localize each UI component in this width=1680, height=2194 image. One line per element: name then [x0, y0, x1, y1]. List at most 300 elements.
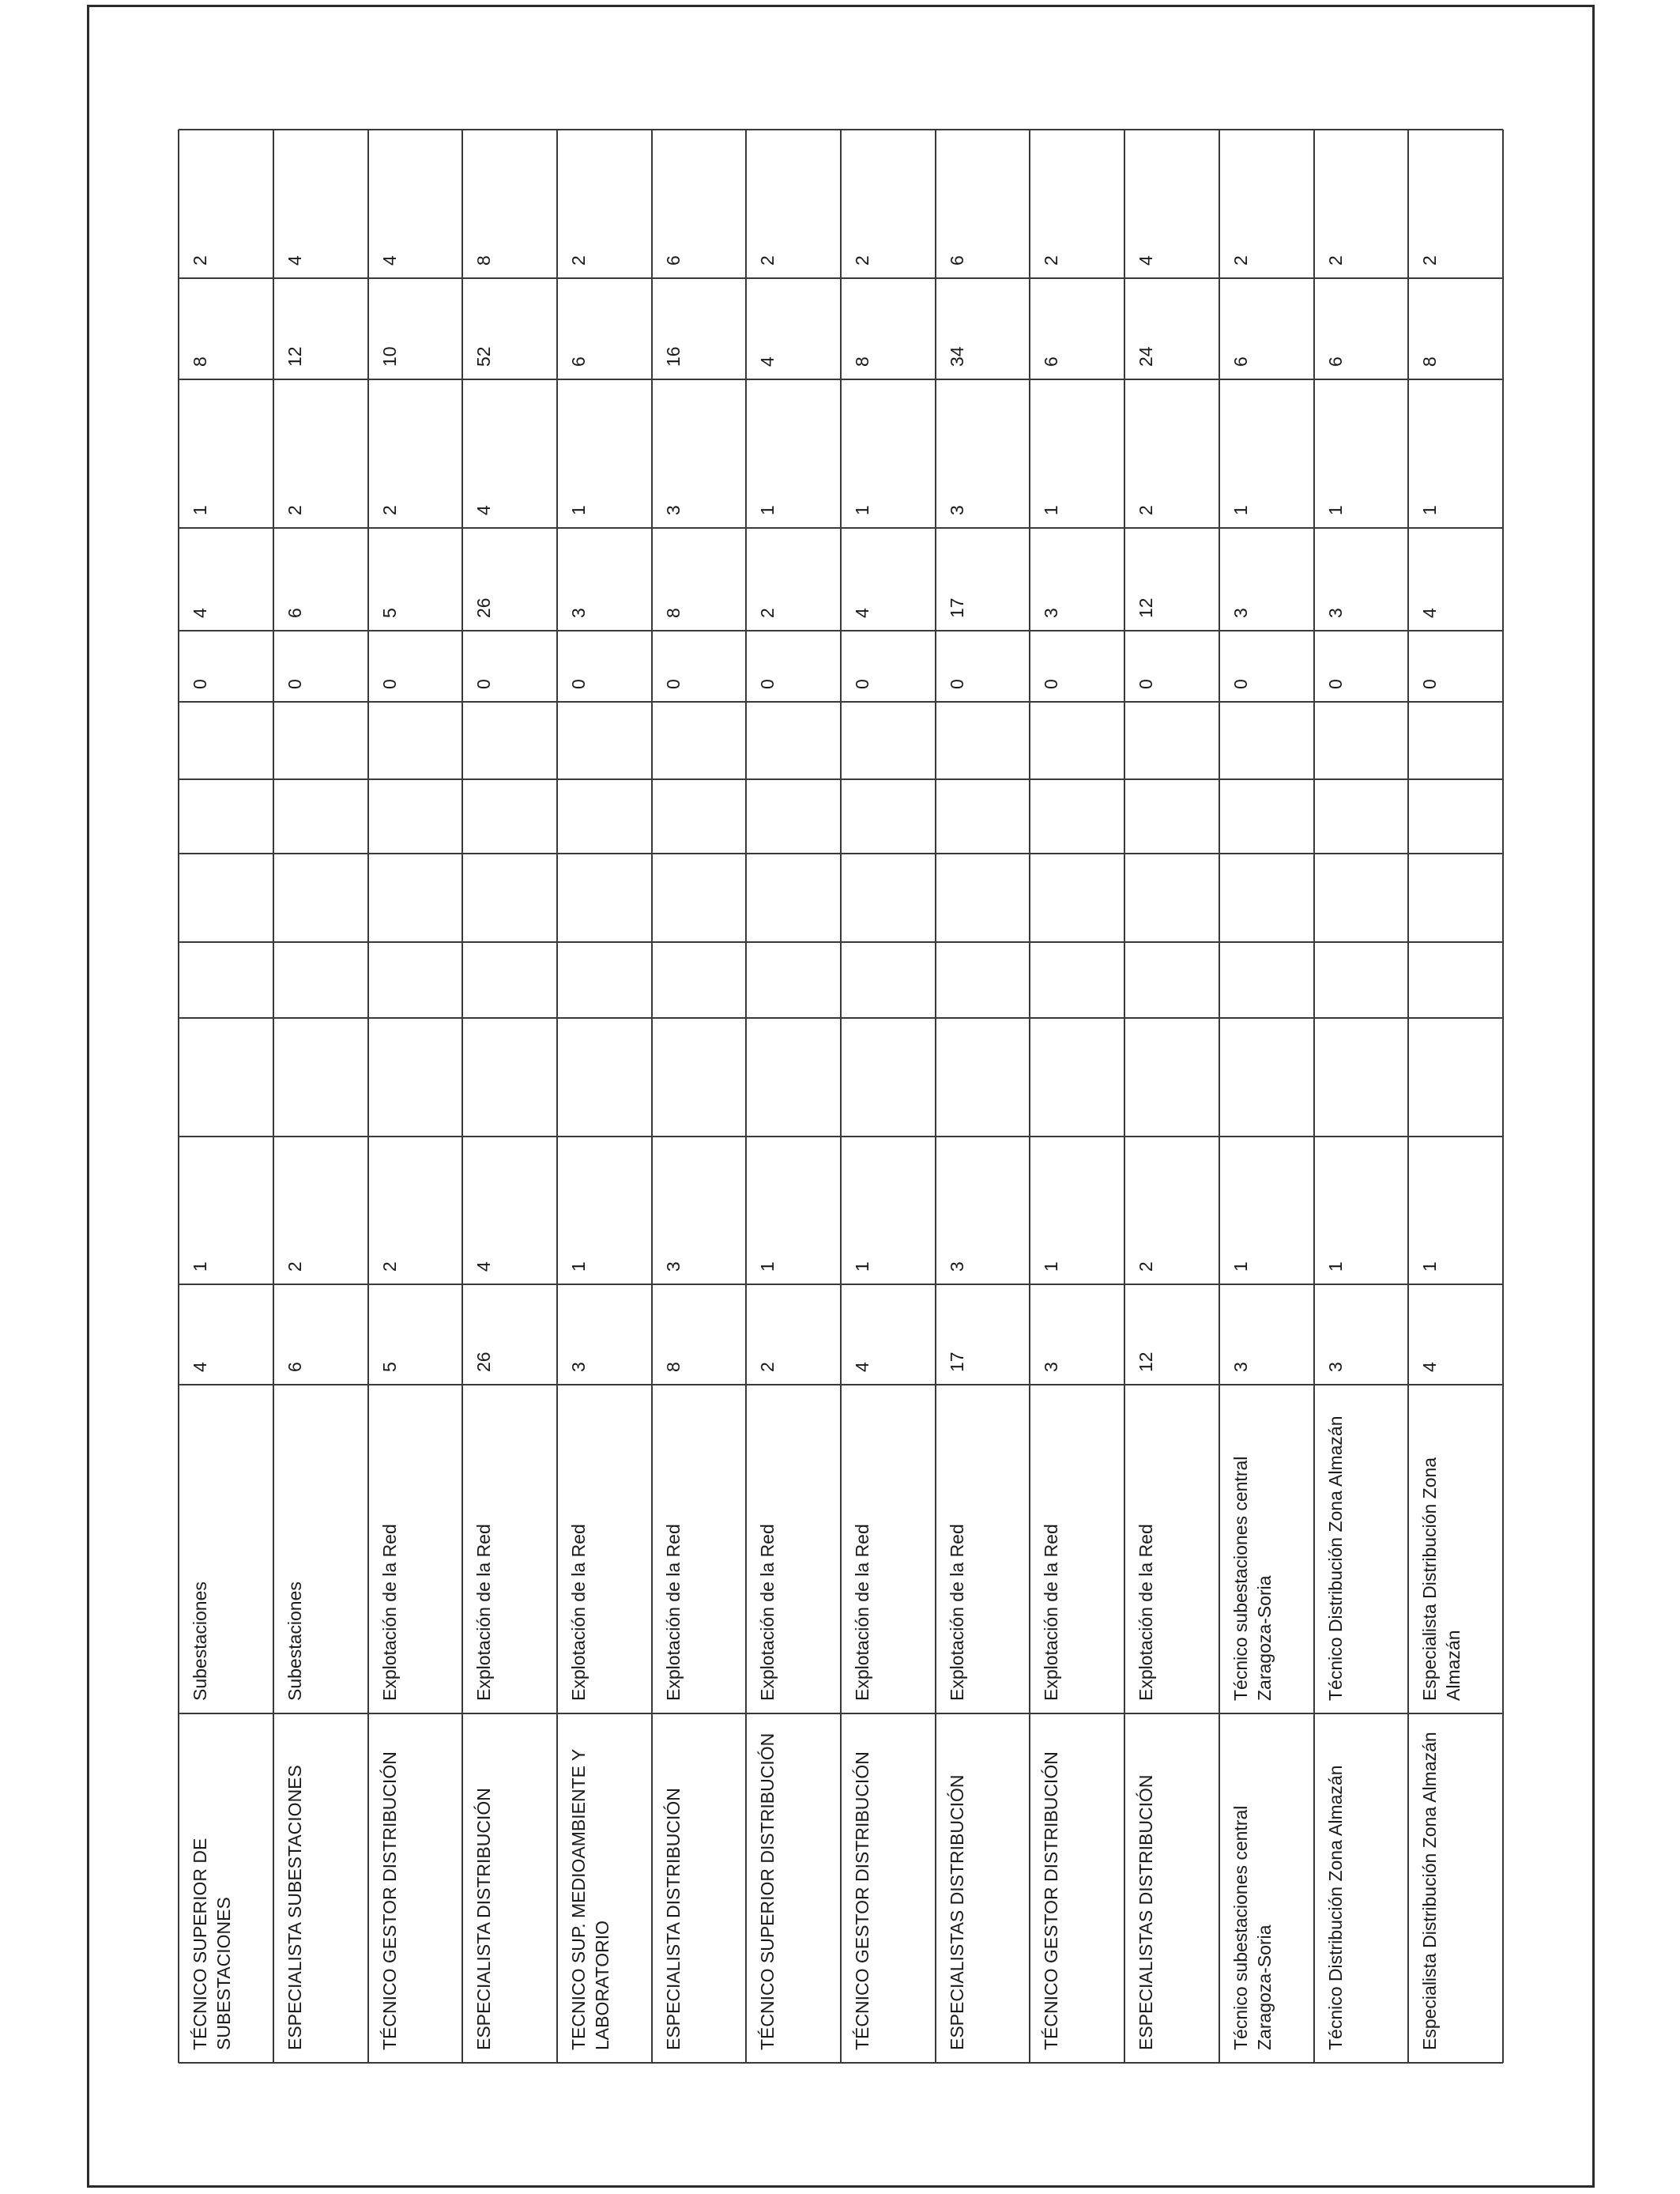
table-cell-c5	[368, 854, 462, 942]
cell-text	[1314, 702, 1408, 779]
table-cell-c7	[1314, 702, 1408, 779]
table-cell-c6	[1124, 779, 1219, 854]
table-cell-c11	[368, 278, 462, 379]
table-cell-puesto	[368, 1713, 462, 2063]
table-cell-c6	[936, 779, 1030, 854]
table-cell-c2	[368, 1137, 462, 1284]
table-cell-c8	[462, 631, 557, 702]
cell-text	[652, 1018, 746, 1137]
table-cell-puesto	[462, 1713, 557, 2063]
cell-text	[1219, 1018, 1314, 1137]
cell-text: 3	[663, 505, 684, 515]
cell-text: 4	[190, 608, 210, 618]
cell-text	[1124, 854, 1219, 942]
cell-text: 1	[757, 1261, 778, 1272]
table-rule-horizontal	[179, 1713, 1503, 1714]
table-cell-c9	[557, 528, 652, 631]
cell-text: 2	[568, 255, 589, 266]
cell-text: 0	[1136, 679, 1156, 689]
cell-text: 3	[568, 1362, 589, 1372]
cell-text: 8	[1419, 356, 1440, 367]
cell-text: TÉCNICO SUPERIOR DISTRIBUCIÓN	[757, 1732, 778, 2050]
cell-text: 1	[190, 1261, 210, 1272]
table-cell-c2	[936, 1137, 1030, 1284]
table-cell-c7	[746, 702, 841, 779]
table-cell-puesto	[1408, 1713, 1503, 2063]
cell-text: TÉCNICO GESTOR DISTRIBUCIÓN	[1041, 1751, 1061, 2050]
cell-text: 4	[473, 1261, 494, 1272]
cell-text	[1314, 779, 1408, 854]
table-cell-c5	[557, 854, 652, 942]
cell-text	[557, 1018, 652, 1137]
cell-text	[746, 702, 841, 779]
cell-text: 2	[284, 505, 305, 515]
cell-text	[936, 854, 1030, 942]
table-cell-c3	[841, 1018, 936, 1137]
cell-text: 12	[284, 346, 305, 367]
cell-text: 1	[1230, 505, 1251, 515]
table-cell-c11	[1408, 278, 1503, 379]
table-cell-area	[462, 1385, 557, 1713]
cell-text: 1	[1419, 505, 1440, 515]
cell-text: 8	[663, 1362, 684, 1372]
table-cell-area	[273, 1385, 368, 1713]
cell-text: 8	[663, 608, 684, 618]
cell-text	[462, 1018, 557, 1137]
cell-text	[936, 942, 1030, 1018]
table-cell-area	[1408, 1385, 1503, 1713]
cell-text	[557, 779, 652, 854]
cell-text	[746, 854, 841, 942]
table-cell-c5	[1219, 854, 1314, 942]
table-cell-c12	[1219, 130, 1314, 278]
cell-text	[1219, 942, 1314, 1018]
table-cell-c1	[1030, 1284, 1124, 1385]
cell-text	[652, 779, 746, 854]
cell-text: 26	[473, 598, 494, 618]
cell-text: 2	[757, 1362, 778, 1372]
table-cell-area	[746, 1385, 841, 1713]
cell-text: 5	[379, 608, 400, 618]
cell-text: 12	[1136, 598, 1156, 618]
cell-text: ESPECIALISTA DISTRIBUCIÓN	[663, 1788, 684, 2050]
cell-text	[368, 1018, 462, 1137]
cell-text	[368, 779, 462, 854]
table-cell-c11	[1219, 278, 1314, 379]
cell-text: 4	[1419, 1362, 1440, 1372]
cell-text: 1	[852, 1261, 872, 1272]
cell-text	[841, 854, 936, 942]
table-rule-vertical	[1219, 130, 1220, 2063]
table-cell-c11	[746, 278, 841, 379]
cell-text: Especialista Distribución Zona Almazán	[1419, 1457, 1463, 1701]
table-cell-c5	[179, 854, 273, 942]
table-cell-c8	[1124, 631, 1219, 702]
table-rule-horizontal	[179, 1384, 1503, 1385]
table-cell-c7	[1219, 702, 1314, 779]
table-cell-puesto	[1219, 1713, 1314, 2063]
table-rule-horizontal	[179, 701, 1503, 703]
table-cell-c5	[1030, 854, 1124, 942]
table-cell-area	[841, 1385, 936, 1713]
cell-text	[652, 702, 746, 779]
table-cell-c9	[652, 528, 746, 631]
table-cell-c5	[936, 854, 1030, 942]
table-cell-c9	[1408, 528, 1503, 631]
table-cell-c5	[273, 854, 368, 942]
table-cell-c12	[179, 130, 273, 278]
table-cell-c7	[1124, 702, 1219, 779]
table-cell-c1	[1408, 1284, 1503, 1385]
cell-text: 0	[852, 679, 872, 689]
cell-text: 3	[947, 505, 967, 515]
table-cell-c4	[1219, 942, 1314, 1018]
table-cell-c10	[273, 379, 368, 528]
table-cell-c12	[462, 130, 557, 278]
table-cell-c4	[179, 942, 273, 1018]
table-cell-c10	[557, 379, 652, 528]
cell-text: 1	[190, 505, 210, 515]
table-cell-c7	[652, 702, 746, 779]
table-rule-horizontal	[179, 1136, 1503, 1137]
cell-text	[557, 942, 652, 1018]
table-cell-c10	[179, 379, 273, 528]
table-cell-c5	[652, 854, 746, 942]
cell-text	[1030, 854, 1124, 942]
table-cell-c11	[557, 278, 652, 379]
cell-text: 4	[1136, 255, 1156, 266]
table-cell-c5	[746, 854, 841, 942]
table-cell-c6	[652, 779, 746, 854]
cell-text	[1030, 702, 1124, 779]
table-cell-c7	[557, 702, 652, 779]
table-cell-c2	[1314, 1137, 1408, 1284]
cell-text: 2	[757, 608, 778, 618]
table-cell-c2	[746, 1137, 841, 1284]
table-cell-c1	[936, 1284, 1030, 1385]
cell-text: 4	[852, 1362, 872, 1372]
cell-text: 2	[1136, 505, 1156, 515]
table-rule-horizontal	[179, 527, 1503, 529]
table-cell-c8	[936, 631, 1030, 702]
table-cell-c2	[557, 1137, 652, 1284]
cell-text: 6	[284, 1362, 305, 1372]
cell-text: TÉCNICO GESTOR DISTRIBUCIÓN	[379, 1751, 400, 2050]
table-cell-c4	[557, 942, 652, 1018]
cell-text	[1124, 942, 1219, 1018]
cell-text: TÉCNICO GESTOR DISTRIBUCIÓN	[852, 1751, 872, 2050]
table-cell-c5	[1314, 854, 1408, 942]
cell-text: 4	[379, 255, 400, 266]
table-cell-c3	[557, 1018, 652, 1137]
table-rule-horizontal	[179, 1284, 1503, 1285]
table-cell-c4	[1408, 942, 1503, 1018]
table-cell-puesto	[936, 1713, 1030, 2063]
table-cell-c12	[368, 130, 462, 278]
table-cell-c9	[936, 528, 1030, 631]
cell-text: 2	[1041, 255, 1061, 266]
cell-text: 2	[852, 255, 872, 266]
cell-text	[1124, 702, 1219, 779]
cell-text	[462, 702, 557, 779]
cell-text: 2	[1419, 255, 1440, 266]
cell-text	[1408, 942, 1503, 1018]
cell-text: ESPECIALISTAS DISTRIBUCIÓN	[1136, 1774, 1156, 2050]
table-cell-c4	[1030, 942, 1124, 1018]
table-rule-vertical	[367, 130, 369, 2063]
cell-text	[1408, 702, 1503, 779]
table-cell-c8	[557, 631, 652, 702]
table-cell-c9	[273, 528, 368, 631]
cell-text: 24	[1136, 346, 1156, 367]
table-cell-c6	[179, 779, 273, 854]
table-cell-c3	[1030, 1018, 1124, 1137]
table-cell-c9	[1124, 528, 1219, 631]
table-rule-horizontal	[179, 129, 1503, 130]
cell-text	[462, 854, 557, 942]
table-cell-c10	[1408, 379, 1503, 528]
cell-text	[368, 854, 462, 942]
table-cell-c5	[841, 854, 936, 942]
cell-text: 0	[190, 679, 210, 689]
cell-text: 0	[1230, 679, 1251, 689]
table-cell-c1	[1219, 1284, 1314, 1385]
cell-text	[273, 942, 368, 1018]
table-cell-puesto	[841, 1713, 936, 2063]
cell-text	[368, 702, 462, 779]
cell-text: 34	[947, 346, 967, 367]
cell-text: 2	[1325, 255, 1346, 266]
cell-text: 0	[947, 679, 967, 689]
table-cell-c10	[462, 379, 557, 528]
cell-text	[1124, 779, 1219, 854]
cell-text	[273, 854, 368, 942]
table-rule-horizontal	[179, 2062, 1503, 2064]
cell-text: 4	[473, 505, 494, 515]
table-cell-c11	[1124, 278, 1219, 379]
table-rule-vertical	[461, 130, 463, 2063]
table-cell-c10	[1124, 379, 1219, 528]
table-cell-c4	[746, 942, 841, 1018]
cell-text: 17	[947, 598, 967, 618]
table-cell-c8	[1408, 631, 1503, 702]
cell-text: 12	[1136, 1351, 1156, 1372]
table-cell-c6	[462, 779, 557, 854]
table-rule-horizontal	[179, 1017, 1503, 1019]
cell-text: 3	[1041, 1362, 1061, 1372]
table-cell-c6	[273, 779, 368, 854]
table-cell-c2	[273, 1137, 368, 1284]
table-cell-c6	[557, 779, 652, 854]
table-cell-c4	[1124, 942, 1219, 1018]
cell-text: Técnico Distribución Zona Almazán	[1325, 1765, 1346, 2050]
cell-text: Especialista Distribución Zona Almazán	[1419, 1732, 1440, 2050]
cell-text: Explotación de la Red	[568, 1524, 589, 1701]
table-cell-c4	[462, 942, 557, 1018]
table-cell-c8	[1314, 631, 1408, 702]
cell-text	[1124, 1018, 1219, 1137]
cell-text: Técnico subestaciones central Zaragoza-Soria	[1230, 1456, 1275, 1701]
table-rule-vertical	[178, 130, 179, 2063]
table-cell-c3	[936, 1018, 1030, 1137]
table-cell-c2	[1124, 1137, 1219, 1284]
cell-text: 8	[190, 356, 210, 367]
cell-text: Explotación de la Red	[379, 1524, 400, 1701]
table-cell-c1	[1314, 1284, 1408, 1385]
cell-text: 3	[947, 1261, 967, 1272]
cell-text: Explotación de la Red	[1136, 1524, 1156, 1701]
cell-text: Explotación de la Red	[663, 1524, 684, 1701]
cell-text	[746, 942, 841, 1018]
cell-text: 2	[1136, 1261, 1156, 1272]
cell-text: 2	[190, 255, 210, 266]
cell-text	[746, 779, 841, 854]
cell-text	[841, 779, 936, 854]
table-rule-vertical	[1124, 130, 1125, 2063]
table-cell-c8	[841, 631, 936, 702]
table-rule-horizontal	[179, 778, 1503, 780]
cell-text: 6	[1325, 356, 1346, 367]
table-cell-puesto	[557, 1713, 652, 2063]
table-cell-c12	[1124, 130, 1219, 278]
table-cell-c3	[1408, 1018, 1503, 1137]
table-cell-c10	[1219, 379, 1314, 528]
table-cell-c6	[1408, 779, 1503, 854]
cell-text: 1	[1419, 1261, 1440, 1272]
table-cell-c2	[841, 1137, 936, 1284]
cell-text	[462, 779, 557, 854]
cell-text: 17	[947, 1351, 967, 1372]
cell-text: 3	[568, 608, 589, 618]
cell-text: 3	[1230, 608, 1251, 618]
cell-text: ESPECIALISTA DISTRIBUCIÓN	[473, 1788, 494, 2050]
cell-text	[746, 1018, 841, 1137]
cell-text: Explotación de la Red	[473, 1524, 494, 1701]
table-cell-c12	[1408, 130, 1503, 278]
table-cell-c8	[652, 631, 746, 702]
cell-text: 4	[1419, 608, 1440, 618]
cell-text: Subestaciones	[284, 1581, 305, 1701]
table-cell-c9	[368, 528, 462, 631]
table-cell-c6	[368, 779, 462, 854]
cell-text: 1	[1230, 1261, 1251, 1272]
table-cell-c12	[652, 130, 746, 278]
cell-text	[1219, 779, 1314, 854]
table-rule-vertical	[1502, 130, 1504, 2063]
cell-text: Explotación de la Red	[1041, 1524, 1061, 1701]
table-rule-vertical	[840, 130, 842, 2063]
cell-text: 16	[663, 346, 684, 367]
cell-text	[1030, 942, 1124, 1018]
table-cell-c10	[368, 379, 462, 528]
table-rule-vertical	[1313, 130, 1315, 2063]
table-cell-c9	[1030, 528, 1124, 631]
cell-text: 0	[1419, 679, 1440, 689]
cell-text	[1219, 702, 1314, 779]
cell-text	[557, 854, 652, 942]
table-cell-c12	[1030, 130, 1124, 278]
cell-text	[1030, 779, 1124, 854]
cell-text: 4	[852, 608, 872, 618]
table-rule-vertical	[935, 130, 936, 2063]
table-cell-c7	[1408, 702, 1503, 779]
table-cell-c3	[1124, 1018, 1219, 1137]
table-cell-c2	[1408, 1137, 1503, 1284]
table-cell-c12	[557, 130, 652, 278]
cell-text: 2	[284, 1261, 305, 1272]
cell-text: 2	[379, 1261, 400, 1272]
table-cell-c4	[652, 942, 746, 1018]
table-cell-c12	[936, 130, 1030, 278]
cell-text	[179, 854, 273, 942]
table-cell-c11	[273, 278, 368, 379]
cell-text	[1314, 1018, 1408, 1137]
table-cell-c3	[746, 1018, 841, 1137]
cell-text: Explotación de la Red	[852, 1524, 872, 1701]
table-cell-c1	[746, 1284, 841, 1385]
table-cell-puesto	[1314, 1713, 1408, 2063]
table-cell-c12	[273, 130, 368, 278]
table-cell-c2	[1030, 1137, 1124, 1284]
cell-text	[841, 1018, 936, 1137]
cell-text: 6	[1041, 356, 1061, 367]
table-rule-vertical	[556, 130, 558, 2063]
cell-text: 3	[1041, 608, 1061, 618]
cell-text: 6	[663, 255, 684, 266]
table-cell-area	[1314, 1385, 1408, 1713]
table-cell-c11	[652, 278, 746, 379]
cell-text: 52	[473, 346, 494, 367]
table-cell-area	[179, 1385, 273, 1713]
table-cell-c7	[1030, 702, 1124, 779]
table-cell-c2	[1219, 1137, 1314, 1284]
cell-text: 0	[473, 679, 494, 689]
table-rule-vertical	[745, 130, 747, 2063]
cell-text	[273, 702, 368, 779]
table-cell-c1	[652, 1284, 746, 1385]
table-cell-puesto	[1124, 1713, 1219, 2063]
table-cell-c3	[1314, 1018, 1408, 1137]
cell-text: 5	[379, 1362, 400, 1372]
table-cell-c10	[652, 379, 746, 528]
cell-text	[1314, 942, 1408, 1018]
table-cell-area	[652, 1385, 746, 1713]
table-cell-c7	[368, 702, 462, 779]
cell-text	[557, 702, 652, 779]
table-cell-c4	[1314, 942, 1408, 1018]
table-cell-c9	[1314, 528, 1408, 631]
table-cell-area	[557, 1385, 652, 1713]
cell-text: 3	[663, 1261, 684, 1272]
cell-text: 0	[284, 679, 305, 689]
cell-text: 1	[1041, 1261, 1061, 1272]
cell-text: 3	[1230, 1362, 1251, 1372]
table-cell-c11	[936, 278, 1030, 379]
table-cell-c11	[1314, 278, 1408, 379]
table-cell-c3	[179, 1018, 273, 1137]
cell-text	[179, 702, 273, 779]
table-cell-c5	[1408, 854, 1503, 942]
cell-text	[179, 942, 273, 1018]
table-rule-horizontal	[179, 630, 1503, 631]
cell-text: TÉCNICO SUPERIOR DE SUBESTACIONES	[190, 1838, 234, 2050]
cell-text	[841, 702, 936, 779]
cell-text	[1408, 1018, 1503, 1137]
cell-text: Técnico Distribución Zona Almazán	[1325, 1416, 1346, 1701]
table-cell-c6	[841, 779, 936, 854]
cell-text: ESPECIALISTA SUBESTACIONES	[284, 1765, 305, 2050]
table-cell-c6	[746, 779, 841, 854]
